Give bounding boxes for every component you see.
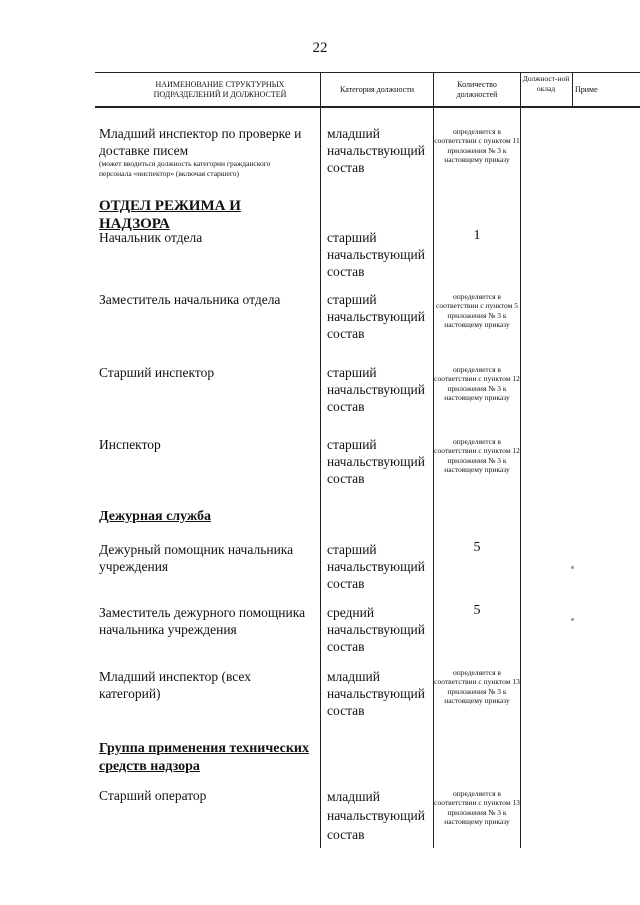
row-name: Начальник отдела — [99, 230, 203, 245]
header-quantity-col: Количество должностей — [456, 80, 498, 99]
row-category: младший начальствующий состав — [327, 789, 425, 842]
row-quantity: определяется в соответствии с пунктом 12 приложения № 3 к настоящему приказу — [434, 437, 520, 475]
row-name: Заместитель начальника отдела — [99, 292, 281, 307]
row-note: (может вводиться должность категории гражданского персонала «инспектор» (включая старшего) — [99, 159, 271, 178]
scan-speck — [571, 566, 574, 569]
row-name: Инспектор — [99, 437, 161, 452]
header-salary-col: Должност-ной оклад — [522, 74, 570, 93]
row-quantity: 1 — [473, 228, 481, 243]
row-category: старший начальствующий состав — [327, 230, 425, 279]
row-quantity: определяется в соответствии с пунктом 13 приложения № 3 к настоящему приказу — [434, 789, 520, 827]
header-name-col: НАИМЕНОВАНИЕ СТРУКТУРНЫХ ПОДРАЗДЕЛЕНИЙ И ДОЛЖНОСТЕЙ — [153, 80, 287, 99]
col-divider-1 — [320, 72, 321, 848]
section-heading: Группа применения технических средств надзора — [99, 741, 309, 774]
row-category: старший начальствующий состав — [327, 292, 425, 341]
row-quantity: определяется в соответствии с пунктом 13 приложения № 3 к настоящему приказу — [434, 668, 520, 706]
row-name: Дежурный помощник начальника учреждения — [99, 542, 294, 574]
row-category: младший начальствующий состав — [327, 126, 425, 175]
row-quantity: 5 — [473, 603, 481, 618]
row-name: Старший инспектор — [99, 365, 215, 380]
header-bottom-border — [95, 106, 640, 108]
section-heading: ОТДЕЛ РЕЖИМА И НАДЗОРА — [99, 198, 241, 232]
header-category-col: Категория должности — [340, 85, 414, 94]
row-quantity: определяется в соответствии с пунктом 11 приложения № 3 к настоящему приказу — [434, 127, 520, 165]
table-top-border — [95, 72, 640, 73]
row-name: Младший инспектор по проверке и доставке писем — [99, 126, 302, 158]
row-category: старший начальствующий состав — [327, 365, 425, 414]
header-notes-col: Приме — [575, 85, 598, 94]
row-quantity: определяется в соответствии с пунктом 12 приложения № 3 к настоящему приказу — [434, 365, 520, 403]
row-category: средний начальствующий состав — [327, 605, 425, 654]
scan-speck — [571, 618, 574, 621]
row-name: Старший оператор — [99, 788, 207, 803]
row-category: старший начальствующий состав — [327, 437, 425, 486]
row-quantity: 5 — [473, 540, 481, 555]
page-number: 22 — [312, 40, 328, 56]
row-category: младший начальствующий состав — [327, 669, 425, 718]
row-name: Заместитель дежурного помощника начальника учреждения — [99, 605, 306, 637]
row-name: Младший инспектор (всех категорий) — [99, 669, 251, 701]
section-heading: Дежурная служба — [99, 509, 211, 524]
col-divider-4 — [572, 72, 573, 108]
row-quantity: определяется в соответствии с пунктом 5 приложения № 3 к настоящему приказу — [436, 292, 518, 330]
row-category: старший начальствующий состав — [327, 542, 425, 591]
